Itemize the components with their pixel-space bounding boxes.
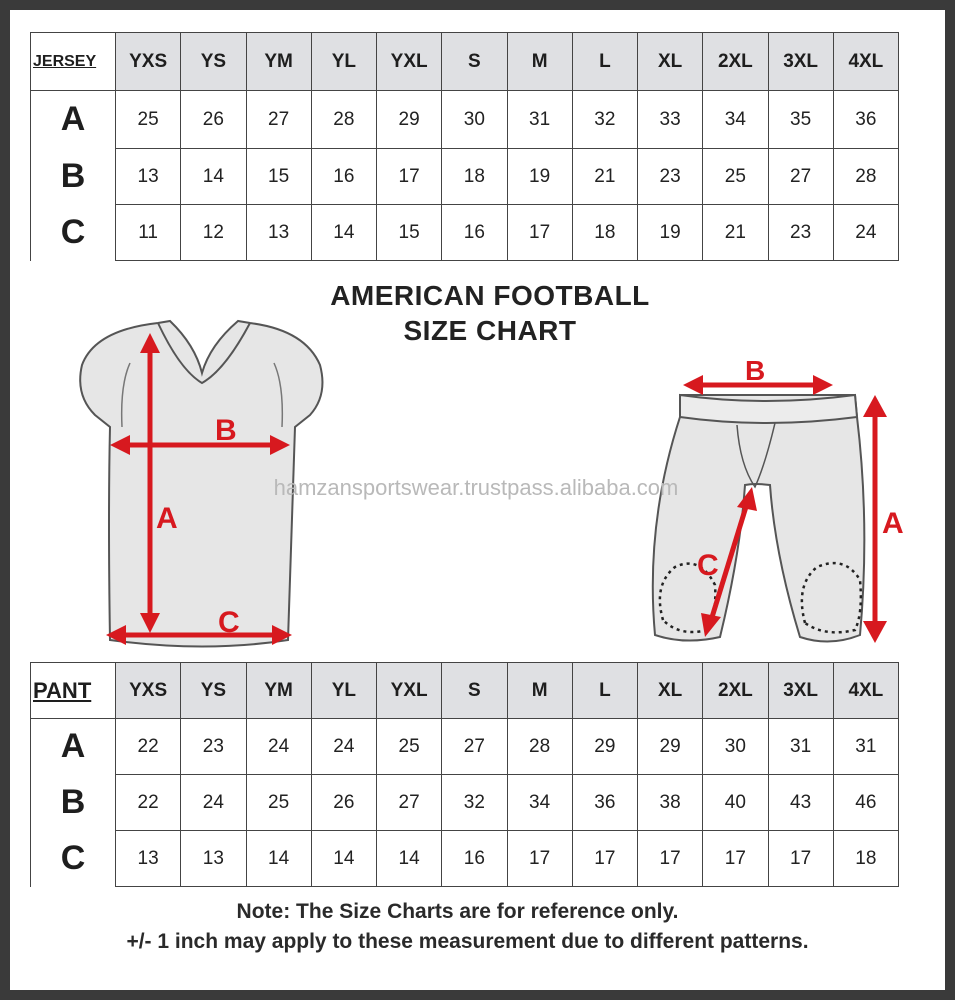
jersey-measurement-cell: 28 xyxy=(311,91,376,149)
jersey-row-label: C xyxy=(31,205,116,261)
pant-measurement-cell: 36 xyxy=(572,775,637,831)
jersey-measurement-cell: 34 xyxy=(703,91,768,149)
jersey-row-label: B xyxy=(31,149,116,205)
jersey-measurement-cell: 14 xyxy=(311,205,376,261)
pant-size-header: 4XL xyxy=(833,663,898,719)
pant-measurement-cell: 18 xyxy=(833,831,898,887)
pant-measurement-cell: 24 xyxy=(311,719,376,775)
pant-measurement-cell: 29 xyxy=(572,719,637,775)
jersey-measurement-cell: 19 xyxy=(507,149,572,205)
pant-measurement-cell: 14 xyxy=(311,831,376,887)
jersey-measurement-cell: 21 xyxy=(572,149,637,205)
chart-title-line-2: SIZE CHART xyxy=(403,315,577,346)
pant-measurement-cell: 17 xyxy=(572,831,637,887)
pant-measurement-cell: 22 xyxy=(116,775,181,831)
pant-size-header: 2XL xyxy=(703,663,768,719)
pant-size-header: S xyxy=(442,663,507,719)
arrow-head xyxy=(683,375,703,395)
pant-table-label: PANT xyxy=(31,663,116,719)
jersey-measurement-cell: 17 xyxy=(507,205,572,261)
arrow-head xyxy=(863,395,887,417)
jersey-measurement-cell: 13 xyxy=(116,149,181,205)
pant-size-header: L xyxy=(572,663,637,719)
pant-diagram xyxy=(645,355,915,655)
jersey-size-header: YS xyxy=(181,33,246,91)
arrow-head xyxy=(863,621,887,643)
jersey-measurement-cell: 35 xyxy=(768,91,833,149)
pant-measurement-cell: 22 xyxy=(116,719,181,775)
jersey-measurement-cell: 27 xyxy=(768,149,833,205)
pant-measurement-cell: 31 xyxy=(833,719,898,775)
jersey-measurement-cell: 23 xyxy=(638,149,703,205)
pant-size-header: YXL xyxy=(377,663,442,719)
pant-measurement-cell: 13 xyxy=(116,831,181,887)
jersey-size-header: XL xyxy=(638,33,703,91)
pant-size-header: YS xyxy=(181,663,246,719)
pant-size-header: 3XL xyxy=(768,663,833,719)
jersey-measurement-cell: 26 xyxy=(181,91,246,149)
pant-measure-c-label: C xyxy=(697,549,719,582)
jersey-header-row xyxy=(31,33,899,91)
jersey-measure-a-label: A xyxy=(156,502,178,535)
pant-size-header: YL xyxy=(311,663,376,719)
pant-measurement-cell: 17 xyxy=(638,831,703,887)
jersey-measurement-cell: 25 xyxy=(116,91,181,149)
jersey-row-b xyxy=(31,149,899,205)
pant-measurement-cell: 28 xyxy=(507,719,572,775)
jersey-measurement-cell: 13 xyxy=(246,205,311,261)
pant-measurement-cell: 14 xyxy=(377,831,442,887)
pant-row-b xyxy=(31,775,899,831)
jersey-size-header: 4XL xyxy=(833,33,898,91)
jersey-measurement-cell: 14 xyxy=(181,149,246,205)
jersey-measurement-cell: 11 xyxy=(116,205,181,261)
pant-measurement-cell: 27 xyxy=(442,719,507,775)
pant-measurement-cell: 17 xyxy=(768,831,833,887)
arrow-head xyxy=(813,375,833,395)
jersey-measurement-cell: 18 xyxy=(442,149,507,205)
pant-row-label: A xyxy=(31,719,116,775)
pant-measurement-cell: 24 xyxy=(246,719,311,775)
pant-measurement-cell: 16 xyxy=(442,831,507,887)
pant-measurement-cell: 25 xyxy=(246,775,311,831)
pant-size-header: XL xyxy=(638,663,703,719)
pant-row-label: C xyxy=(31,831,116,887)
jersey-size-header: L xyxy=(572,33,637,91)
pant-measurement-cell: 24 xyxy=(181,775,246,831)
jersey-measurement-cell: 16 xyxy=(311,149,376,205)
jersey-measurement-cell: 18 xyxy=(572,205,637,261)
jersey-measurement-cell: 32 xyxy=(572,91,637,149)
pant-measurement-cell: 23 xyxy=(181,719,246,775)
pant-measurement-cell: 46 xyxy=(833,775,898,831)
jersey-size-header: YM xyxy=(246,33,311,91)
jersey-size-header: M xyxy=(507,33,572,91)
jersey-measurement-cell: 33 xyxy=(638,91,703,149)
jersey-measurement-cell: 29 xyxy=(377,91,442,149)
jersey-size-header: YXL xyxy=(377,33,442,91)
jersey-size-header: YL xyxy=(311,33,376,91)
jersey-measurement-cell: 17 xyxy=(377,149,442,205)
jersey-measure-b-label: B xyxy=(215,414,237,447)
jersey-size-header: S xyxy=(442,33,507,91)
jersey-measurement-cell: 15 xyxy=(246,149,311,205)
tolerance-note: +/- 1 inch may apply to these measurement due to different patterns. xyxy=(126,930,809,953)
jersey-measurement-cell: 24 xyxy=(833,205,898,261)
pant-measure-a-label: A xyxy=(882,507,904,540)
jersey-row-c xyxy=(31,205,899,261)
pant-measurement-cell: 25 xyxy=(377,719,442,775)
jersey-measurement-cell: 31 xyxy=(507,91,572,149)
jersey-measurement-cell: 21 xyxy=(703,205,768,261)
pant-measure-b-label: B xyxy=(745,355,766,386)
pant-measurement-cell: 34 xyxy=(507,775,572,831)
pant-measurement-cell: 27 xyxy=(377,775,442,831)
pant-size-table xyxy=(30,662,899,887)
pant-measurement-cell: 26 xyxy=(311,775,376,831)
jersey-measurement-cell: 12 xyxy=(181,205,246,261)
jersey-measurement-cell: 27 xyxy=(246,91,311,149)
pant-size-header: YM xyxy=(246,663,311,719)
pant-header-row xyxy=(31,663,899,719)
pant-measurement-cell: 13 xyxy=(181,831,246,887)
reference-note: Note: The Size Charts are for reference only. xyxy=(236,900,679,923)
jersey-size-header: 3XL xyxy=(768,33,833,91)
jersey-measurement-cell: 30 xyxy=(442,91,507,149)
watermark: hamzansportswear.trustpass.alibaba.com xyxy=(273,475,679,500)
jersey-measurement-cell: 28 xyxy=(833,149,898,205)
pant-measurement-cell: 14 xyxy=(246,831,311,887)
chart-title-line-1: AMERICAN FOOTBALL xyxy=(330,280,650,311)
jersey-measurement-cell: 36 xyxy=(833,91,898,149)
pant-measurement-cell: 32 xyxy=(442,775,507,831)
pant-measurement-cell: 38 xyxy=(638,775,703,831)
pant-size-header: YXS xyxy=(116,663,181,719)
pant-measurement-cell: 17 xyxy=(703,831,768,887)
pant-row-a xyxy=(31,719,899,775)
pant-size-header: M xyxy=(507,663,572,719)
jersey-measurement-cell: 23 xyxy=(768,205,833,261)
pant-row-label: B xyxy=(31,775,116,831)
pant-row-c xyxy=(31,831,899,887)
jersey-measurement-cell: 25 xyxy=(703,149,768,205)
jersey-row-label: A xyxy=(31,91,116,149)
jersey-measurement-cell: 15 xyxy=(377,205,442,261)
pant-measurement-cell: 30 xyxy=(703,719,768,775)
jersey-measurement-cell: 19 xyxy=(638,205,703,261)
pant-outline xyxy=(653,395,865,642)
jersey-size-table xyxy=(30,32,899,261)
jersey-row-a xyxy=(31,91,899,149)
pant-measurement-cell: 29 xyxy=(638,719,703,775)
jersey-size-header: 2XL xyxy=(703,33,768,91)
jersey-measure-c-label: C xyxy=(218,606,240,639)
pant-measurement-cell: 17 xyxy=(507,831,572,887)
jersey-size-header: YXS xyxy=(116,33,181,91)
jersey-table-label: JERSEY xyxy=(31,33,116,91)
pant-measurement-cell: 31 xyxy=(768,719,833,775)
pant-measurement-cell: 40 xyxy=(703,775,768,831)
pant-measurement-cell: 43 xyxy=(768,775,833,831)
jersey-measurement-cell: 16 xyxy=(442,205,507,261)
